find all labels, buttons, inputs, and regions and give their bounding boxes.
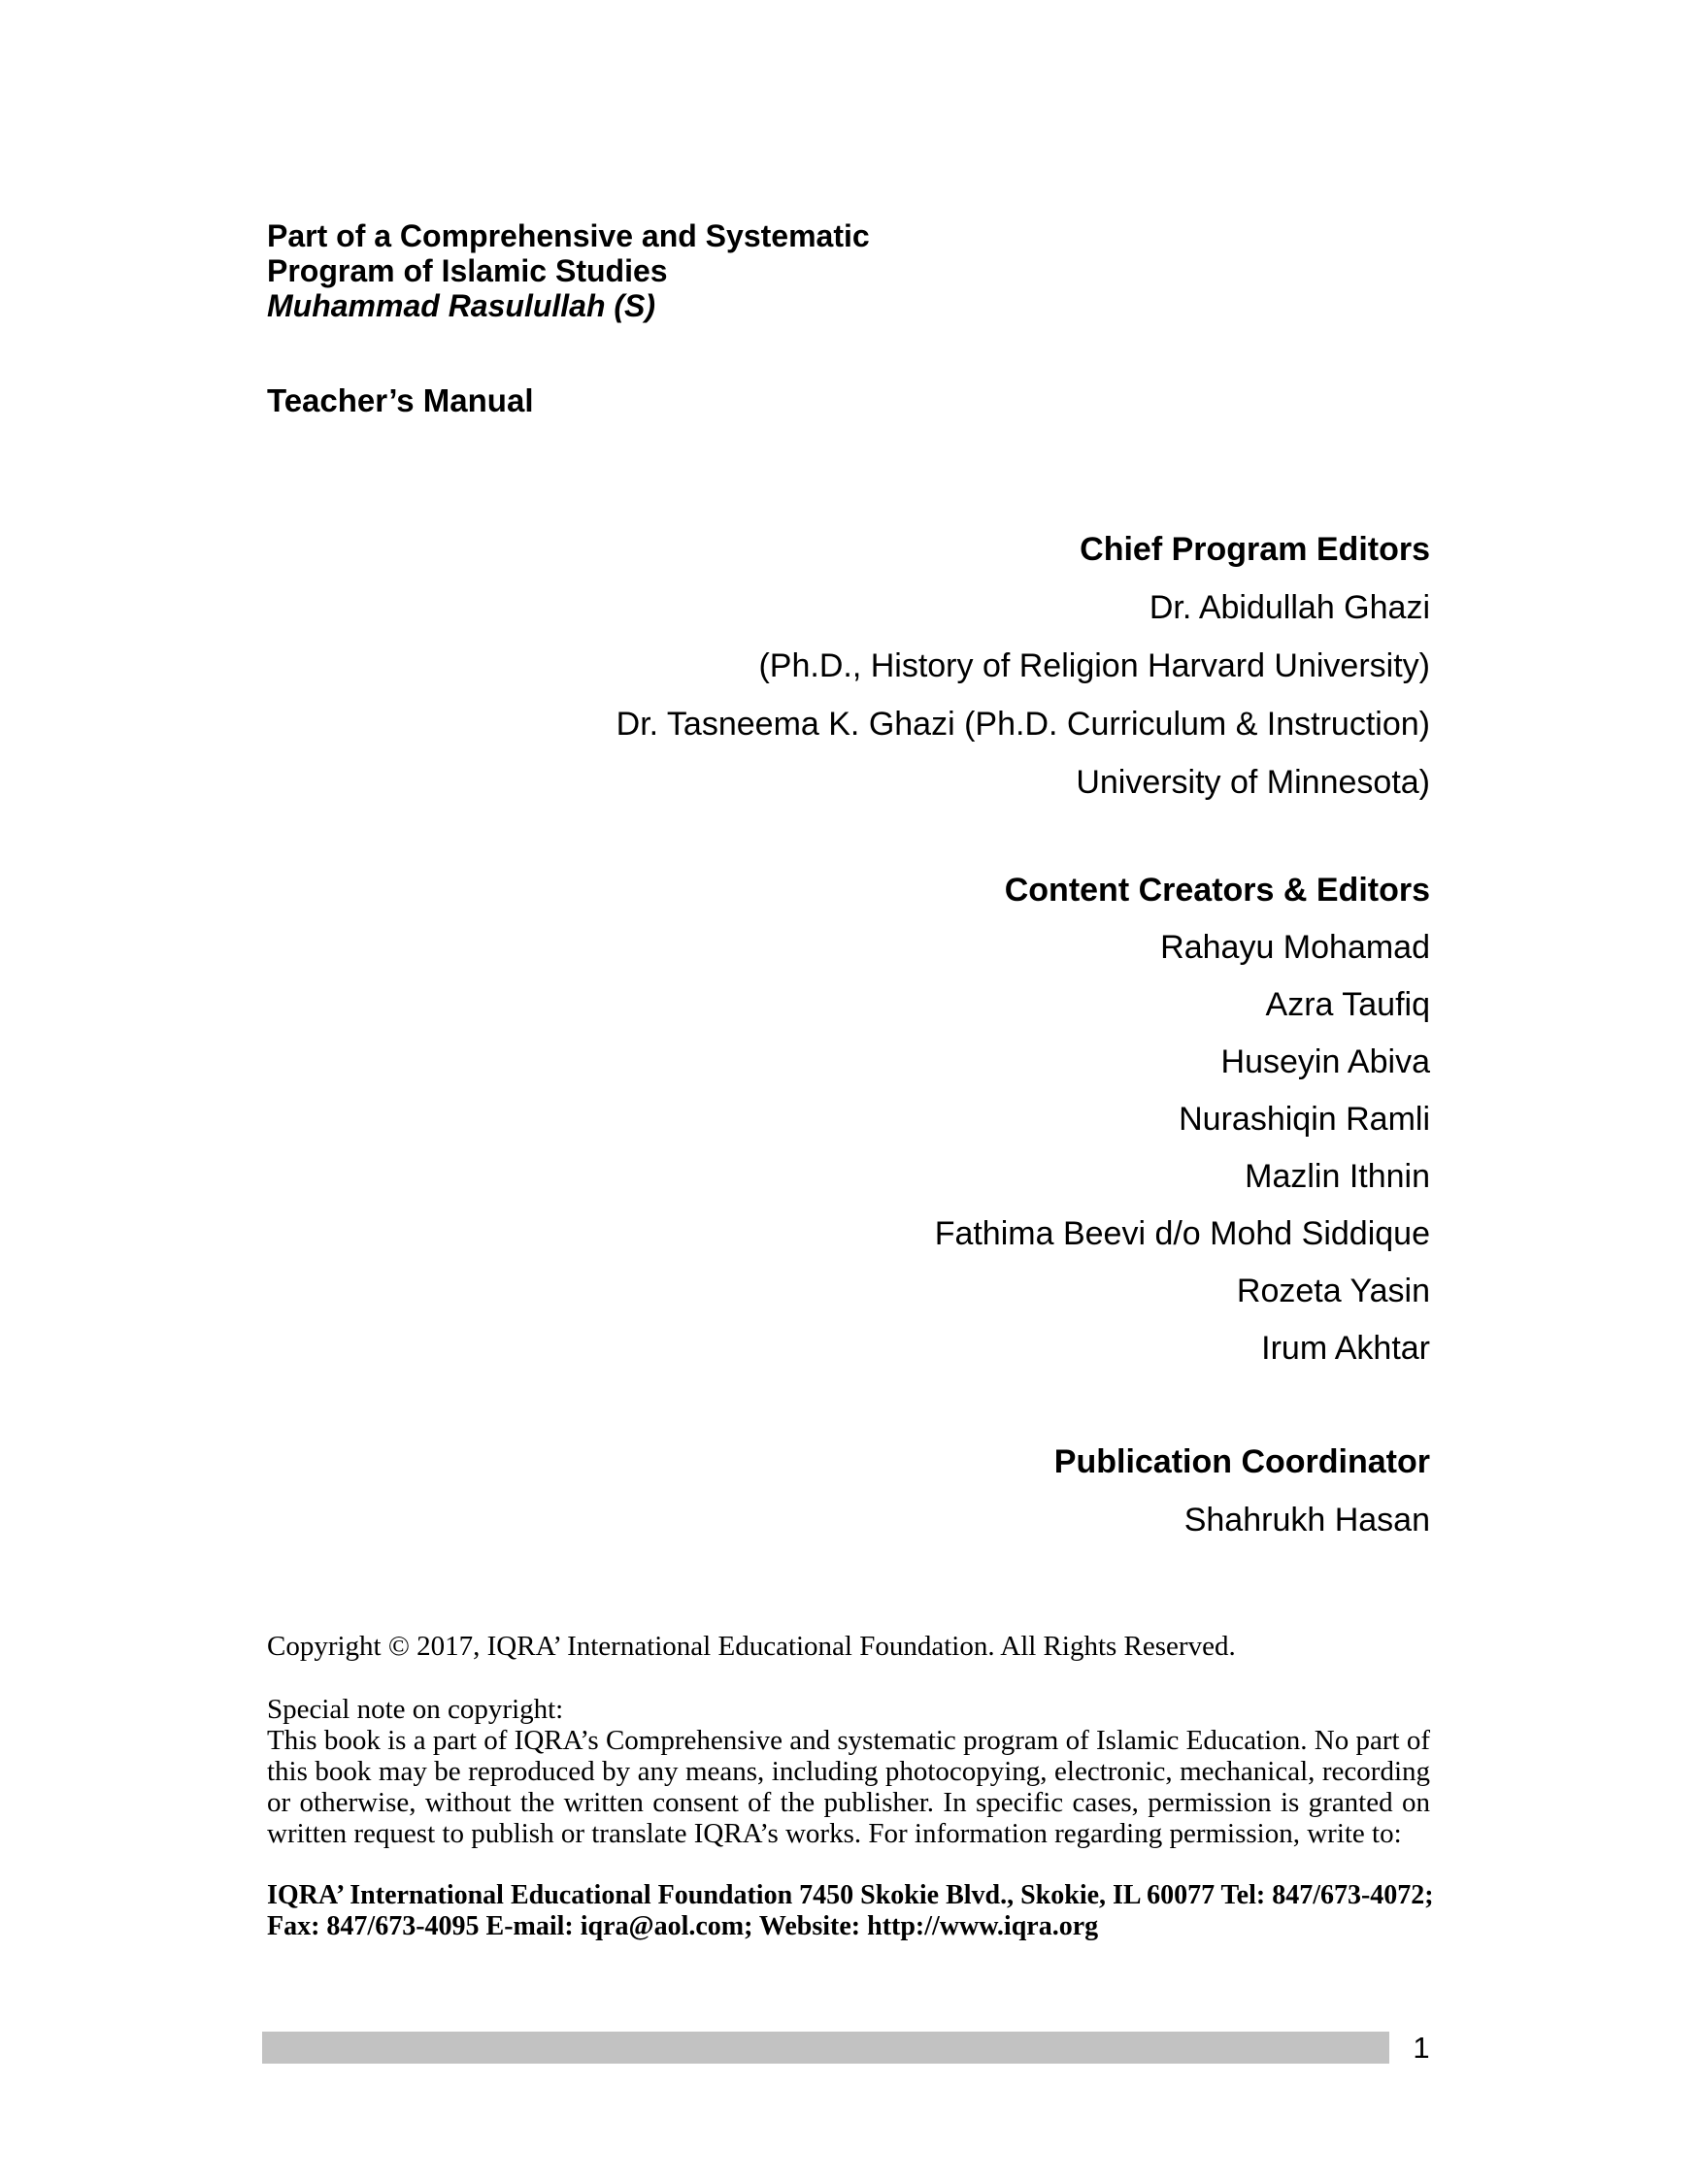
credit-line: Shahrukh Hasan xyxy=(1183,1502,1430,1539)
manual-title: Teacher’s Manual xyxy=(267,382,534,418)
credits-section-chief-program-editors xyxy=(267,520,1430,811)
copyright-note xyxy=(267,1694,1430,1849)
credit-line: Azra Taufiq xyxy=(1265,986,1430,1023)
credits-heading: Publication Coordinator xyxy=(1053,1443,1430,1480)
credit-line: Rahayu Mohamad xyxy=(1160,929,1430,966)
program-heading-line-1: Part of a Comprehensive and Systematic xyxy=(267,218,870,253)
credit-line: Mazlin Ithnin xyxy=(1245,1158,1430,1195)
credit-line: Nurashiqin Ramli xyxy=(1179,1101,1430,1138)
copyright-line: Copyright © 2017, IQRA’ International Educational Foundation. All Rights Reserved. xyxy=(267,1631,1236,1662)
credit-line: (Ph.D., History of Religion Harvard University) xyxy=(758,647,1430,684)
credit-line: Dr. Abidullah Ghazi xyxy=(1149,589,1430,626)
copyright-note-body: This book is a part of IQRA’s Comprehensive and systematic program of Islamic Education. No part of this book may be reproduced by any means, including photocopying, electronic, mechanical, recording or otherwise, without the written consent of the publisher. In specific cases, permission is granted on written request to publish or translate IQRA’s works. For information regarding permission, write to: xyxy=(267,1725,1430,1849)
credit-line: Fathima Beevi d/o Mohd Siddique xyxy=(934,1215,1430,1252)
credits-heading: Chief Program Editors xyxy=(1080,531,1430,568)
publisher-address-block xyxy=(267,1880,1434,1942)
program-heading-line-2: Program of Islamic Studies xyxy=(267,253,668,288)
copyright-note-heading: Special note on copyright: xyxy=(267,1694,564,1725)
address-line-2: Fax: 847/673-4095 E-mail: iqra@aol.com; Website: http://www.iqra.org xyxy=(267,1911,1099,1941)
credits-section-publication-coordinator xyxy=(267,1433,1430,1549)
credit-line: University of Minnesota) xyxy=(1076,764,1430,801)
page-number: 1 xyxy=(1413,2031,1430,2065)
credit-line: Huseyin Abiva xyxy=(1220,1043,1430,1080)
address-line-1: IQRA’ International Educational Foundation 7450 Skokie Blvd., Skokie, IL 60077 Tel: 847/673-4072; xyxy=(267,1880,1434,1910)
credit-line: Rozeta Yasin xyxy=(1236,1273,1430,1309)
credits-section-content-creators xyxy=(267,862,1430,1377)
footer-divider-bar xyxy=(262,2032,1389,2064)
series-title: Muhammad Rasulullah (S) xyxy=(267,288,656,323)
program-heading-block xyxy=(267,218,870,323)
credit-line: Dr. Tasneema K. Ghazi (Ph.D. Curriculum & Instruction) xyxy=(616,706,1430,743)
credits-heading: Content Creators & Editors xyxy=(1004,872,1430,909)
credit-line: Irum Akhtar xyxy=(1261,1330,1430,1367)
